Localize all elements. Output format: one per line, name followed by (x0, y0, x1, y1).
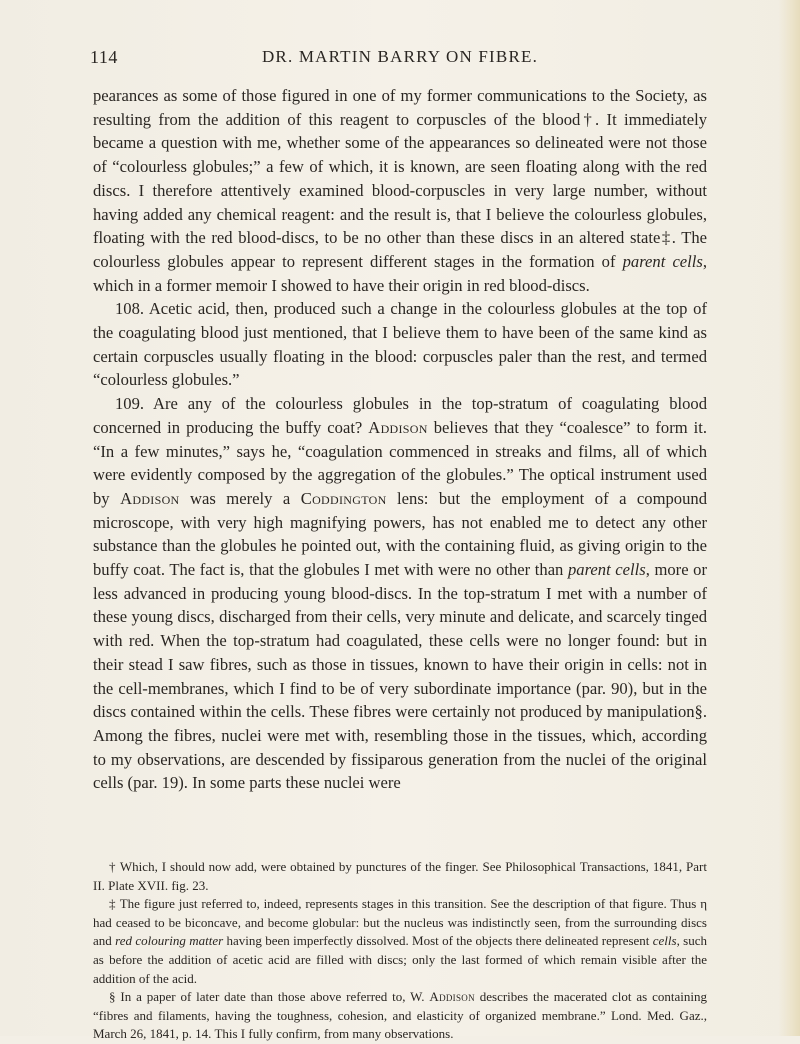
footnote-dagger: † Which, I should now add, were obtained by punctures of the finger. See Philosophical Transactions, 1841, Part II. Plate XVII. fig. 23. (93, 859, 707, 893)
body-text (93, 84, 707, 795)
page-header (90, 47, 710, 69)
italic-term: parent cells (622, 251, 703, 271)
instrument-name: Coddington (300, 488, 387, 508)
footnote-section: § In a paper of later date than those above referred to, W. Addison describes the macerated clot as containing “fibres and filaments, having the toughness, cohesion, and elasticity of organized membrane.” Lond. Med. Gaz., March 26, 1841, p. 14. This I fully confirm, from many observations. (93, 989, 707, 1042)
paragraph-108: 108. Acetic acid, then, produced such a change in the colourless globules at the top of the coagulating blood just mentioned, that I believe them to have been of the same kind as certain corpuscles usually floating in the blood: corpuscles paler than the rest, and termed “colourless globules.” (93, 299, 707, 390)
page-number: 114 (90, 47, 118, 67)
page-edge-shadow (778, 0, 800, 1036)
paragraph-continuation: pearances as some of those figured in one of my former communications to the Society, as resulting from the addition of this reagent to corpuscles of the blood†. It immediately became a question with me, whether some of the appearances so delineated were not those of “colourless globules;” a few of which, it is known, are seen floating along with the red discs. I therefore attentively examined blood-corpuscles in very large number, without having added any chemical reagent: and the result is, that I believe the colourless globules, floating with the red blood-discs, to be no other than these discs in an altered state‡. The colourless globules appear to represent different stages in the formation of parent cells, which in a former memoir I showed to have their origin in red blood-discs. (93, 86, 708, 295)
author-name: Addison (120, 488, 180, 508)
author-name: Addison (368, 417, 428, 437)
italic-term: parent cells (567, 560, 646, 580)
footnote-double-dagger: ‡ The figure just referred to, indeed, represents stages in this transition. See the description of that figure. Thus η had ceased to be biconcave, and become globular: but the nucleus was indistinctly seen, from the surrounding discs and red colouring matter having been imperfectly dissolved. Most of the objects there delineated represent cells, such as before the addition of acetic acid are filled with discs; only the last formed of which remain visible after the addition of the acid. (93, 896, 707, 986)
paragraph-109: 109. Are any of the colourless globules in the top-stratum of coagulating blood concerned in producing the buffy coat? Addison believes that they “coalesce” to form it. “In a few minutes,” says he, “coagulation commenced in streaks and films, all of which were evidently composed by the aggregation of the globules.” The optical instrument used by Addison was merely a Coddington lens: but the employment of a compound microscope, with very high magnifying powers, has not enabled me to detect any other substance than the globules he pointed out, with the containing fluid, as giving origin to the buffy coat. The fact is, that the globules I met with were no other than parent cells, more or less advanced in producing young blood-discs. In the top-stratum I met with a number of these young discs, discharged from their cells, very minute and delicate, and scarcely tinged with red. When the top-stratum had coagulated, these cells were no longer found: but in their stead I saw fibres, such as those in tissues, known to have their origin in cells: not in the cell-membranes, which I find to be of very subordinate importance (par. 90), but in the discs contained within the cells. These fibres were certainly not produced by manipulation§. Among the fibres, nuclei were met with, resembling those in the tissues, which, according to my observations, are descended by fissiparous generation from the nuclei of the original cells (par. 19). In some parts these nuclei were (93, 394, 708, 793)
footnotes (93, 858, 707, 1044)
running-head: DR. MARTIN BARRY ON FIBRE. (261, 47, 539, 66)
author-name: Addison (429, 989, 475, 1005)
